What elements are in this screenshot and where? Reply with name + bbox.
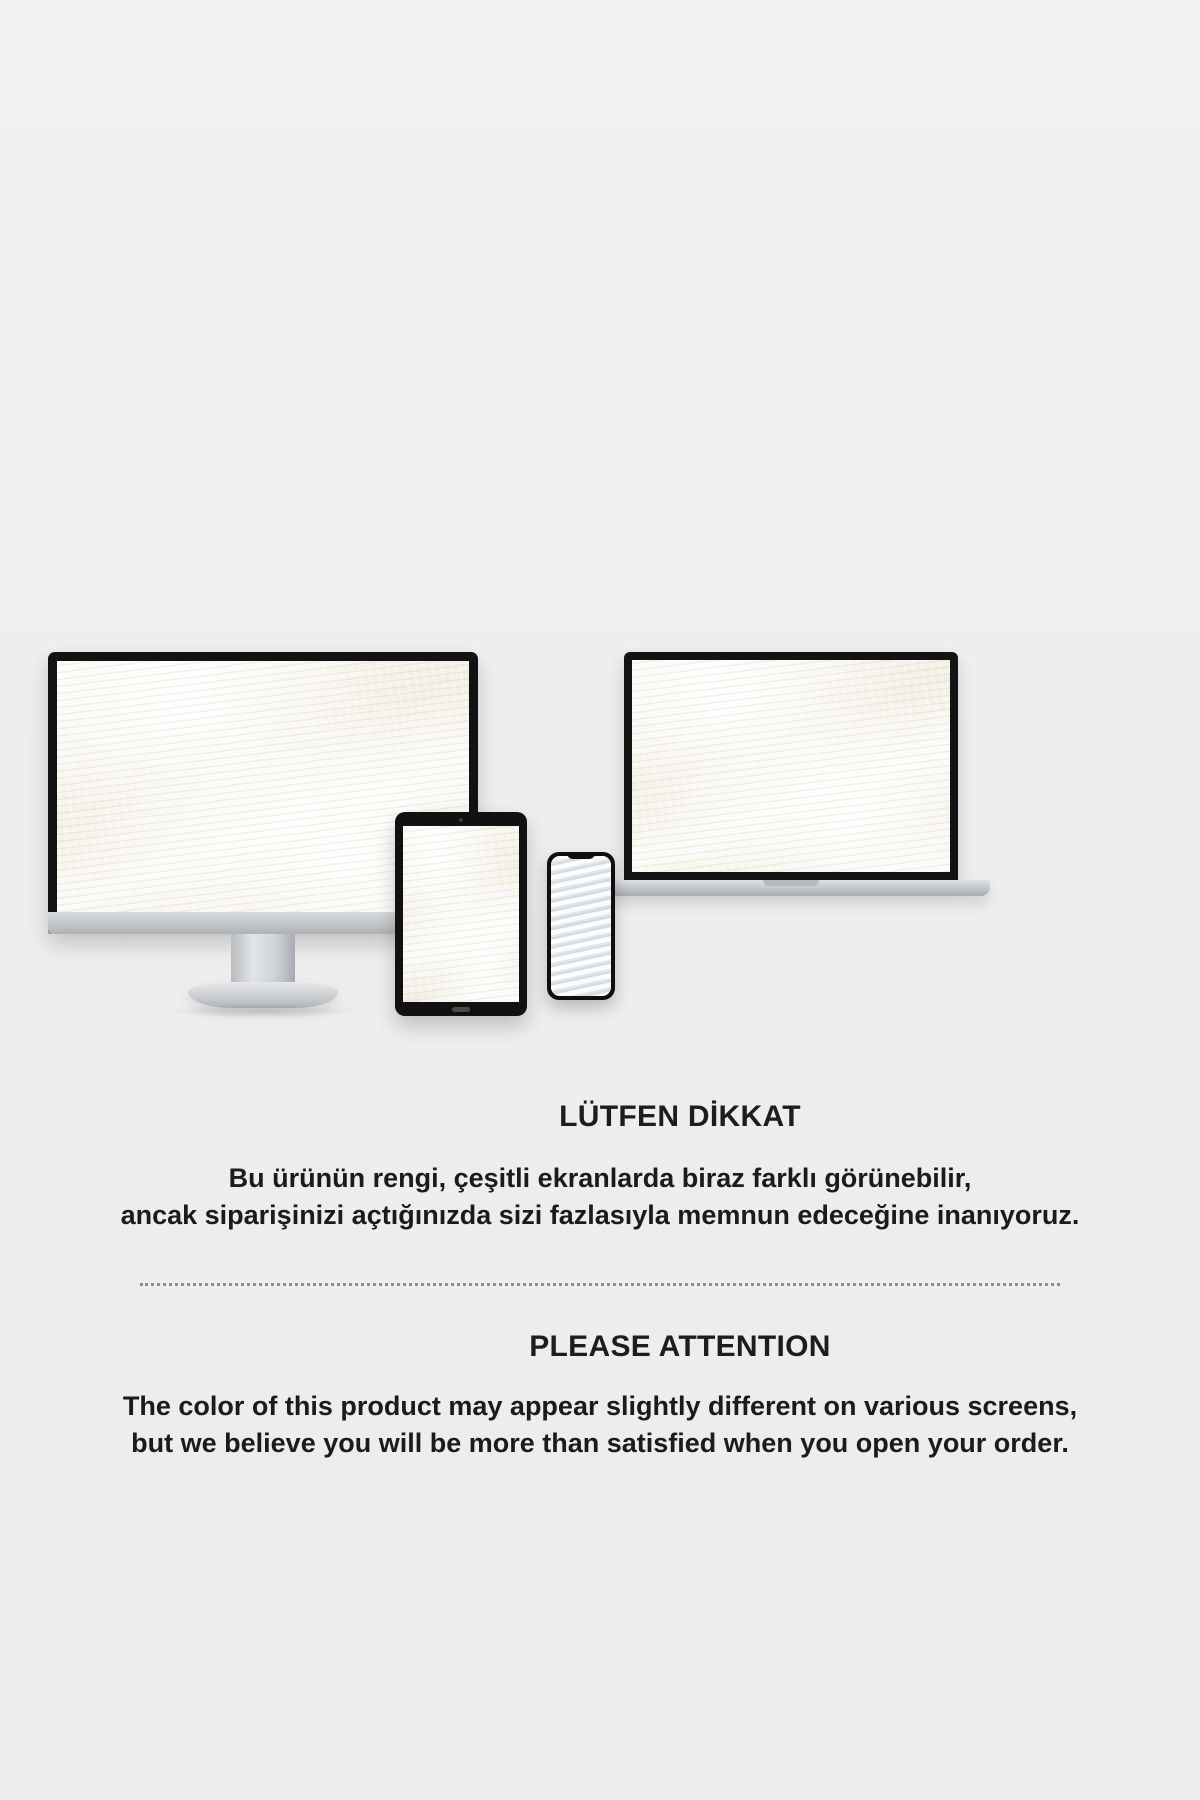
- notice-title-english: PLEASE ATTENTION: [529, 1330, 831, 1364]
- laptop-lid: [624, 652, 958, 880]
- notice-section: [0, 1100, 1200, 1462]
- laptop-base: [592, 880, 990, 896]
- laptop-trackpad-notch: [763, 880, 819, 886]
- notice-body-turkish: [58, 1160, 1142, 1233]
- fabric-texture-image: [403, 826, 519, 1002]
- notice-body-english: [58, 1388, 1142, 1461]
- fabric-texture-image: [632, 660, 950, 872]
- phone-screen: [551, 856, 611, 996]
- notice-english-line-2: but we believe you will be more than satisfied when you open your order.: [131, 1428, 1069, 1459]
- notice-turkish-line-2: ancak siparişinizi açtığınızda sizi fazlasıyla memnun edeceğine inanıyoruz.: [120, 1199, 1080, 1230]
- notice-title-turkish: LÜTFEN DİKKAT: [559, 1100, 801, 1133]
- monitor-shadow: [168, 1004, 358, 1018]
- fabric-texture-image: [551, 856, 611, 996]
- monitor-stand-neck: [231, 934, 295, 988]
- tablet-camera-icon: [459, 818, 463, 822]
- phone-notch: [567, 852, 595, 859]
- tablet: [395, 812, 527, 1016]
- device-mockup-group: [0, 640, 1200, 1080]
- laptop: [620, 652, 1020, 896]
- dotted-divider: [140, 1281, 1060, 1286]
- tablet-home-indicator: [452, 1007, 470, 1012]
- laptop-screen: [632, 660, 950, 872]
- notice-turkish-line-1: Bu ürünün rengi, çeşitli ekranlarda biraz farklı görünebilir,: [228, 1163, 972, 1193]
- smartphone: [547, 852, 615, 1000]
- notice-block-english: [58, 1330, 1142, 1461]
- tablet-screen: [403, 826, 519, 1002]
- notice-english-line-1: The color of this product may appear slightly different on various screens,: [122, 1391, 1078, 1422]
